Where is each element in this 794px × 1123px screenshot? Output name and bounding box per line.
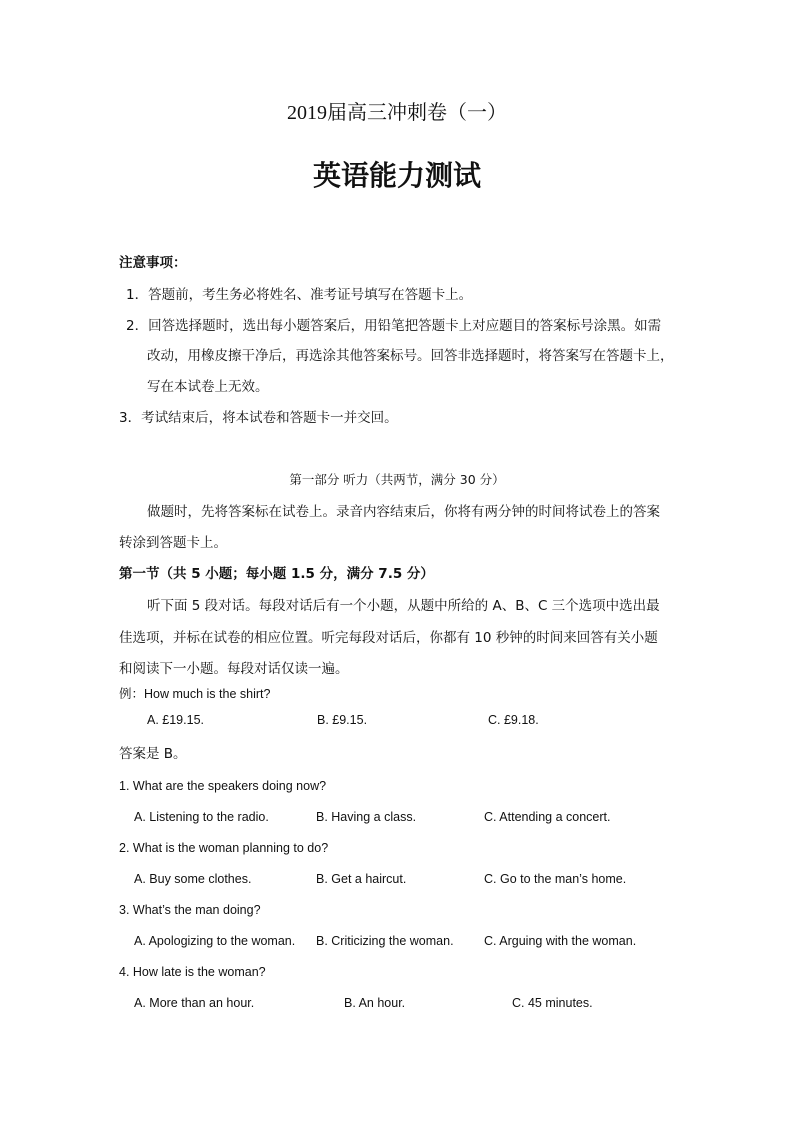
- question-4-option-b: B. An hour.: [344, 996, 406, 1010]
- example-answer: 答案是 B。: [119, 746, 187, 762]
- question-3-option-a: A. Apologizing to the woman.: [134, 934, 296, 948]
- note-item-1: 1．答题前，考生务必将姓名、准考证号填写在答题卡上。: [126, 287, 473, 303]
- part1-instruction-line-2: 转涂到答题卡上。: [119, 535, 227, 551]
- question-2: 2. What is the woman planning to do?: [119, 841, 329, 855]
- note-item-2-line-2: 改动，用橡皮擦干净后，再选涂其他答案标号。回答非选择题时，将答案写在答题卡上，: [147, 348, 674, 364]
- notes-heading: 注意事项：: [119, 255, 187, 271]
- note-item-3: 3．考试结束后，将本试卷和答题卡一并交回。: [119, 410, 398, 426]
- question-3: 3. What’s the man doing?: [119, 903, 261, 917]
- question-2-option-c: C. Go to the man’s home.: [484, 872, 627, 886]
- question-1: 1. What are the speakers doing now?: [119, 779, 327, 793]
- part1-heading: 第一部分 听力（共两节，满分 30 分）: [289, 472, 505, 487]
- question-2-option-b: B. Get a haircut.: [316, 872, 407, 886]
- section1-heading: 第一节（共 5 小题；每小题 1.5 分，满分 7.5 分）: [119, 566, 434, 582]
- section1-instruction-line-3: 和阅读下一小题。每段对话仅读一遍。: [119, 661, 349, 677]
- part1-instruction-line-1: 做题时，先将答案标在试卷上。录音内容结束后，你将有两分钟的时间将试卷上的答案: [147, 504, 660, 520]
- exam-title: 2019届高三冲刺卷（一）: [287, 102, 507, 124]
- question-4-option-c: C. 45 minutes.: [512, 996, 593, 1010]
- example-option-c: C. £9.18.: [488, 713, 539, 727]
- question-3-option-c: C. Arguing with the woman.: [484, 934, 637, 948]
- section1-instruction-line-1: 听下面 5 段对话。每段对话后有一个小题，从题中所给的 A、B、C 三个选项中选出最: [147, 598, 660, 614]
- note-item-2-line-3: 写在本试卷上无效。: [147, 379, 269, 395]
- note-item-2-line-1: 2．回答选择题时，选出每小题答案后，用铅笔把答题卡上对应题目的答案标号涂黑。如需: [126, 318, 662, 334]
- example-option-a: A. £19.15.: [147, 713, 204, 727]
- question-2-option-a: A. Buy some clothes.: [134, 872, 252, 886]
- question-1-option-b: B. Having a class.: [316, 810, 417, 824]
- question-3-option-b: B. Criticizing the woman.: [316, 934, 454, 948]
- example-option-b: B. £9.15.: [317, 713, 368, 727]
- question-1-option-c: C. Attending a concert.: [484, 810, 611, 824]
- example-question: 例：How much is the shirt?: [119, 687, 271, 701]
- section1-instruction-line-2: 佳选项，并标在试卷的相应位置。听完每段对话后，你都有 10 秒钟的时间来回答有关小题: [119, 630, 658, 646]
- subject-title: 英语能力测试: [312, 159, 481, 192]
- question-4: 4. How late is the woman?: [119, 965, 266, 979]
- question-4-option-a: A. More than an hour.: [134, 996, 255, 1010]
- question-1-option-a: A. Listening to the radio.: [134, 810, 269, 824]
